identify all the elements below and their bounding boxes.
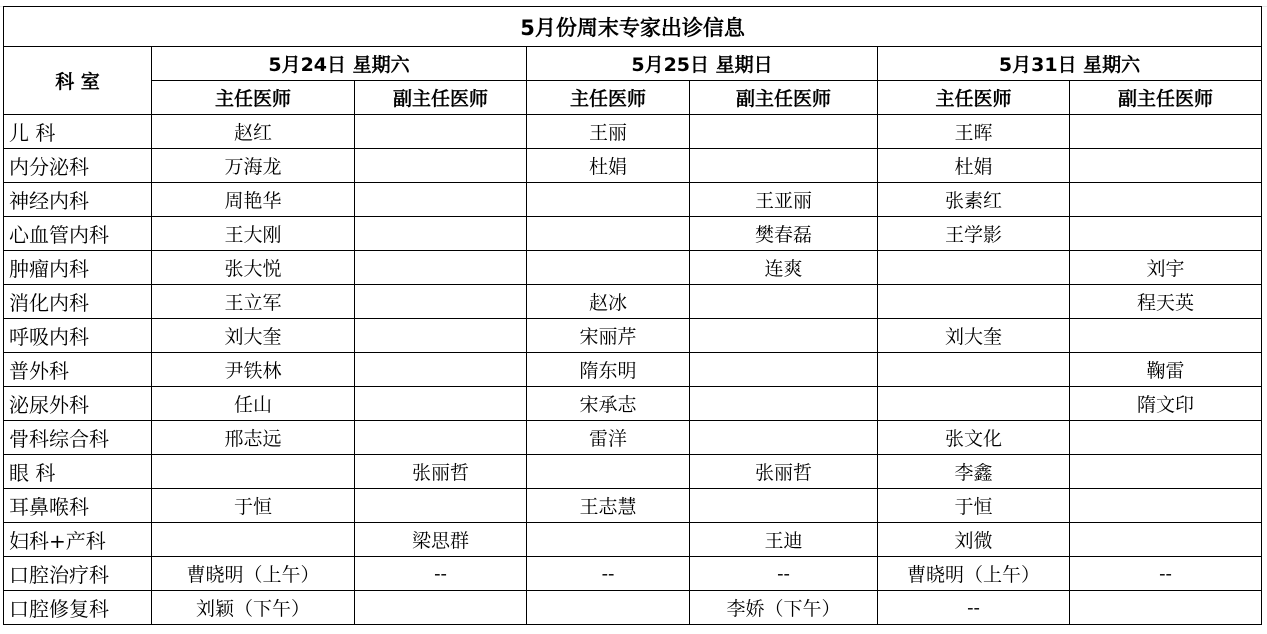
table-row	[4, 387, 1262, 421]
doctor-cell[interactable]	[1070, 183, 1262, 217]
doctor-cell[interactable]	[355, 421, 527, 455]
doctor-cell[interactable]: 王亚丽	[690, 183, 878, 217]
table-row	[4, 421, 1262, 455]
doctor-cell[interactable]	[355, 285, 527, 319]
doctor-cell[interactable]: 刘颖（下午）	[152, 591, 355, 625]
doctor-cell[interactable]: 刘微	[878, 523, 1070, 557]
doctor-cell[interactable]	[1070, 455, 1262, 489]
doctor-cell[interactable]: 尹铁林	[152, 353, 355, 387]
doctor-cell[interactable]	[690, 149, 878, 183]
dept-cell[interactable]: 耳鼻喉科	[4, 489, 152, 523]
doctor-cell[interactable]: 张丽哲	[690, 455, 878, 489]
dept-cell[interactable]: 消化内科	[4, 285, 152, 319]
table-row	[4, 217, 1262, 251]
doctor-cell[interactable]	[1070, 489, 1262, 523]
dept-cell[interactable]: 内分泌科	[4, 149, 152, 183]
doctor-cell[interactable]: 宋承志	[527, 387, 690, 421]
doctor-cell[interactable]	[690, 353, 878, 387]
role-header-chief[interactable]: 主任医师	[878, 81, 1070, 115]
doctor-cell[interactable]	[152, 455, 355, 489]
doctor-cell[interactable]: 王学影	[878, 217, 1070, 251]
table-row	[4, 251, 1262, 285]
doctor-cell[interactable]: 王丽	[527, 115, 690, 149]
doctor-cell[interactable]	[1070, 217, 1262, 251]
doctor-cell[interactable]: 张丽哲	[355, 455, 527, 489]
doctor-cell[interactable]	[1070, 591, 1262, 625]
doctor-cell[interactable]	[690, 387, 878, 421]
doctor-cell[interactable]: 王大刚	[152, 217, 355, 251]
doctor-cell[interactable]: 李鑫	[878, 455, 1070, 489]
doctor-cell[interactable]	[355, 353, 527, 387]
doctor-cell[interactable]: 于恒	[152, 489, 355, 523]
doctor-cell[interactable]: 王志慧	[527, 489, 690, 523]
dept-cell[interactable]: 心血管内科	[4, 217, 152, 251]
dept-cell[interactable]: 儿 科	[4, 115, 152, 149]
doctor-cell[interactable]: 程天英	[1070, 285, 1262, 319]
doctor-cell[interactable]: 隋文印	[1070, 387, 1262, 421]
schedule-table	[3, 6, 1262, 625]
doctor-cell[interactable]: 曹晓明（上午）	[878, 557, 1070, 591]
date-header-may24[interactable]: 5月24日 星期六	[152, 47, 527, 81]
dept-cell[interactable]: 妇科+产科	[4, 523, 152, 557]
doctor-cell[interactable]	[355, 251, 527, 285]
dept-cell[interactable]: 骨科综合科	[4, 421, 152, 455]
doctor-cell[interactable]	[527, 591, 690, 625]
doctor-cell[interactable]	[1070, 523, 1262, 557]
table-row	[4, 115, 1262, 149]
doctor-cell[interactable]: 赵冰	[527, 285, 690, 319]
doctor-cell[interactable]	[878, 353, 1070, 387]
doctor-cell[interactable]: 鞠雷	[1070, 353, 1262, 387]
doctor-cell[interactable]: 邢志远	[152, 421, 355, 455]
doctor-cell[interactable]: --	[527, 557, 690, 591]
dept-cell[interactable]: 神经内科	[4, 183, 152, 217]
doctor-cell[interactable]	[355, 387, 527, 421]
doctor-cell[interactable]: 杜娟	[527, 149, 690, 183]
table-row	[4, 557, 1262, 591]
doctor-cell[interactable]	[355, 319, 527, 353]
doctor-cell[interactable]: 任山	[152, 387, 355, 421]
table-row	[4, 455, 1262, 489]
doctor-cell[interactable]: 张大悦	[152, 251, 355, 285]
doctor-cell[interactable]: --	[1070, 557, 1262, 591]
doctor-cell[interactable]	[1070, 421, 1262, 455]
doctor-cell[interactable]	[355, 115, 527, 149]
dept-cell[interactable]: 普外科	[4, 353, 152, 387]
doctor-cell[interactable]	[527, 251, 690, 285]
doctor-cell[interactable]	[355, 489, 527, 523]
table-row	[4, 489, 1262, 523]
doctor-cell[interactable]: --	[355, 557, 527, 591]
doctor-cell[interactable]	[690, 319, 878, 353]
table-row	[4, 353, 1262, 387]
doctor-cell[interactable]: 刘大奎	[152, 319, 355, 353]
doctor-cell[interactable]: --	[690, 557, 878, 591]
doctor-cell[interactable]: 王晖	[878, 115, 1070, 149]
doctor-cell[interactable]: 曹晓明（上午）	[152, 557, 355, 591]
doctor-cell[interactable]	[878, 251, 1070, 285]
doctor-cell[interactable]: 隋东明	[527, 353, 690, 387]
doctor-cell[interactable]: 赵红	[152, 115, 355, 149]
table-row	[4, 523, 1262, 557]
doctor-cell[interactable]: 梁思群	[355, 523, 527, 557]
doctor-cell[interactable]	[878, 387, 1070, 421]
dept-cell[interactable]: 口腔治疗科	[4, 557, 152, 591]
dept-cell[interactable]: 眼 科	[4, 455, 152, 489]
doctor-cell[interactable]: 宋丽芹	[527, 319, 690, 353]
doctor-cell[interactable]	[1070, 149, 1262, 183]
table-row	[4, 149, 1262, 183]
date-header-may25[interactable]: 5月25日 星期日	[527, 47, 878, 81]
doctor-cell[interactable]	[690, 489, 878, 523]
doctor-cell[interactable]	[878, 285, 1070, 319]
doctor-cell[interactable]: 雷洋	[527, 421, 690, 455]
role-header-deputy[interactable]: 副主任医师	[690, 81, 878, 115]
doctor-cell[interactable]: 于恒	[878, 489, 1070, 523]
table-row	[4, 183, 1262, 217]
doctor-cell[interactable]	[690, 285, 878, 319]
dept-cell[interactable]: 肿瘤内科	[4, 251, 152, 285]
doctor-cell[interactable]: 刘大奎	[878, 319, 1070, 353]
doctor-cell[interactable]	[690, 421, 878, 455]
doctor-cell[interactable]: 李娇（下午）	[690, 591, 878, 625]
doctor-cell[interactable]	[527, 217, 690, 251]
doctor-cell[interactable]: 杜娟	[878, 149, 1070, 183]
doctor-cell[interactable]	[527, 455, 690, 489]
doctor-cell[interactable]	[355, 217, 527, 251]
doctor-cell[interactable]	[152, 523, 355, 557]
doctor-cell[interactable]: 王迪	[690, 523, 878, 557]
doctor-cell[interactable]	[527, 183, 690, 217]
table-row	[4, 285, 1262, 319]
dept-cell[interactable]: 口腔修复科	[4, 591, 152, 625]
doctor-cell[interactable]: 张素红	[878, 183, 1070, 217]
role-header-deputy[interactable]: 副主任医师	[355, 81, 527, 115]
doctor-cell[interactable]: 樊春磊	[690, 217, 878, 251]
sheet-title[interactable]: 5月份周末专家出诊信息	[4, 7, 1262, 47]
doctor-cell[interactable]	[355, 149, 527, 183]
doctor-cell[interactable]: 万海龙	[152, 149, 355, 183]
doctor-cell[interactable]: 张文化	[878, 421, 1070, 455]
doctor-cell[interactable]	[355, 591, 527, 625]
doctor-cell[interactable]: 周艳华	[152, 183, 355, 217]
doctor-cell[interactable]: 连爽	[690, 251, 878, 285]
doctor-cell[interactable]: 王立军	[152, 285, 355, 319]
date-header-may31[interactable]: 5月31日 星期六	[878, 47, 1262, 81]
doctor-cell[interactable]	[527, 523, 690, 557]
doctor-cell[interactable]	[1070, 319, 1262, 353]
doctor-cell[interactable]	[690, 115, 878, 149]
dept-cell[interactable]: 呼吸内科	[4, 319, 152, 353]
date-header-row	[4, 47, 1262, 81]
doctor-cell[interactable]	[355, 183, 527, 217]
role-header-chief[interactable]: 主任医师	[152, 81, 355, 115]
doctor-cell[interactable]: --	[878, 591, 1070, 625]
role-header-row	[4, 81, 1262, 115]
title-row	[4, 7, 1262, 47]
dept-column-header[interactable]: 科 室	[4, 47, 152, 115]
dept-cell[interactable]: 泌尿外科	[4, 387, 152, 421]
role-header-chief[interactable]: 主任医师	[527, 81, 690, 115]
doctor-cell[interactable]	[1070, 115, 1262, 149]
table-row	[4, 319, 1262, 353]
role-header-deputy[interactable]: 副主任医师	[1070, 81, 1262, 115]
doctor-cell[interactable]: 刘宇	[1070, 251, 1262, 285]
table-row	[4, 591, 1262, 625]
